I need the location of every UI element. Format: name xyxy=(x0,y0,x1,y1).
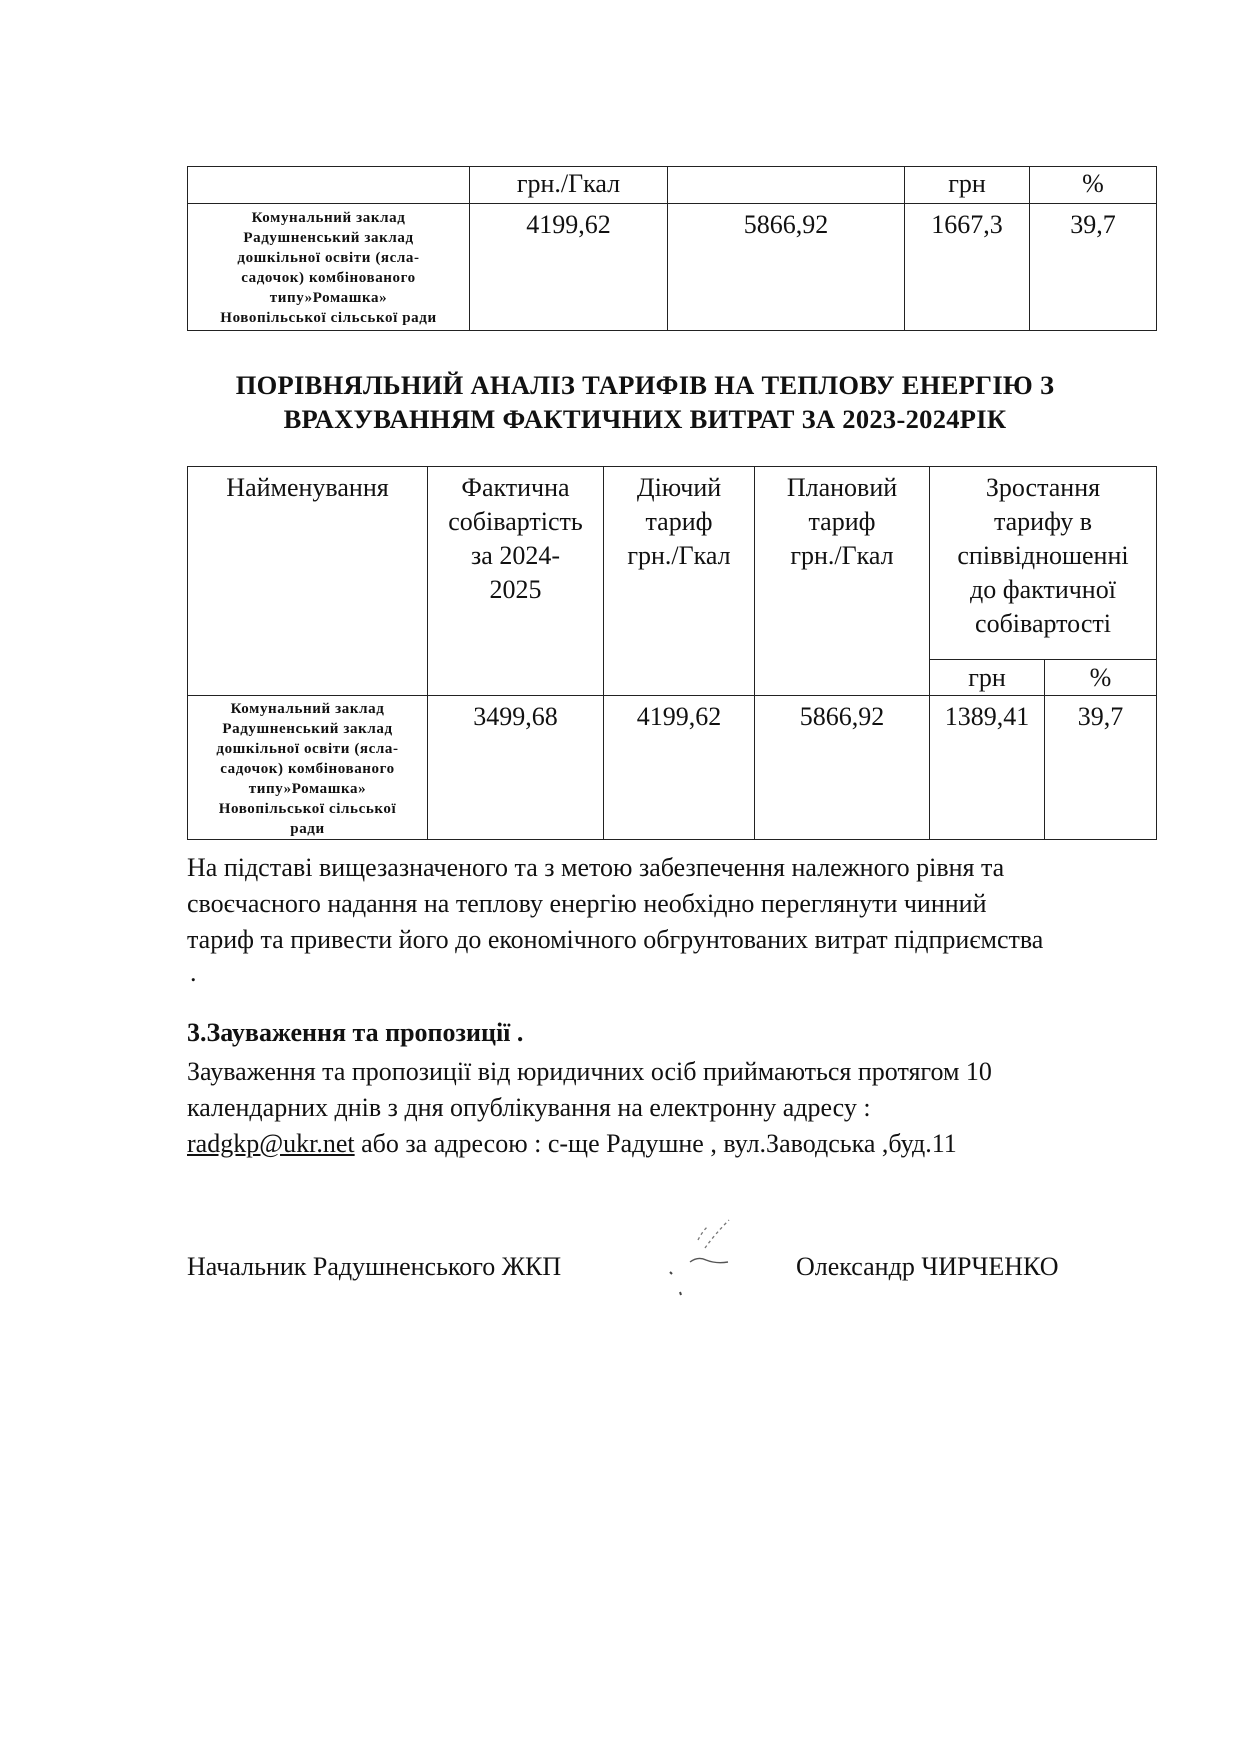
header-line: Фактична xyxy=(461,473,570,502)
units-row xyxy=(188,167,1157,204)
org-line: Комунальний заклад xyxy=(230,701,385,717)
header-unit-uah: грн xyxy=(930,660,1045,696)
current-tariff-value: 4199,62 xyxy=(470,204,668,331)
table-row xyxy=(188,204,1157,331)
header-line: Зростання xyxy=(985,473,1101,502)
header-line: тарифу в xyxy=(993,507,1093,536)
handwritten-signature xyxy=(650,1210,760,1300)
header-line: за 2024- xyxy=(471,541,560,570)
growth-uah-value: 1667,3 xyxy=(905,204,1030,331)
growth-pct-value: 39,7 xyxy=(1045,696,1157,840)
header-planned-tariff xyxy=(755,467,930,696)
org-line: Радушненський заклад xyxy=(243,230,414,246)
tariff-table-continuation xyxy=(187,166,1157,331)
growth-pct-value: 39,7 xyxy=(1030,204,1157,331)
header-line: грн./Гкал xyxy=(790,541,894,570)
header-unit-pct: % xyxy=(1045,660,1157,696)
header-row xyxy=(188,467,1157,660)
email-link[interactable]: radgkp@ukr.net xyxy=(187,1129,355,1158)
header-line: грн./Гкал xyxy=(627,541,731,570)
paragraph-line xyxy=(187,1126,1172,1162)
header-line: до фактичної xyxy=(970,575,1116,604)
header-actual-cost xyxy=(428,467,604,696)
org-line: типу»Ромашка» xyxy=(248,781,367,797)
org-line: дошкільної освіти (ясла- xyxy=(216,741,399,757)
address-text: або за адресою : с-ще Радушне , вул.Заводська ,буд.11 xyxy=(354,1129,957,1158)
paragraph-line: своєчасного надання на теплову енергію необхідно переглянути чинний xyxy=(187,889,987,918)
header-line: 2025 xyxy=(489,575,542,604)
heading-line: ВРАХУВАННЯМ ФАКТИЧНИХ ВИТРАТ ЗА 2023-2024РІК xyxy=(283,404,1007,434)
header-line: тариф xyxy=(808,507,876,536)
unit-cell: грн./Гкал xyxy=(470,167,668,204)
org-line: садочок) комбінованого xyxy=(220,761,395,777)
unit-cell: грн xyxy=(905,167,1030,204)
paragraph-trailing-dot: . xyxy=(190,958,197,987)
unit-cell: % xyxy=(1030,167,1157,204)
conclusion-paragraph xyxy=(187,850,1172,958)
org-line: дошкільної освіти (ясла- xyxy=(237,250,420,266)
section-heading xyxy=(150,368,1140,436)
actual-cost-value: 3499,68 xyxy=(428,696,604,840)
header-current-tariff xyxy=(604,467,755,696)
planned-tariff-value: 5866,92 xyxy=(755,696,930,840)
org-line: Новопільської сільської xyxy=(218,801,397,817)
header-growth xyxy=(930,467,1157,660)
growth-uah-value: 1389,41 xyxy=(930,696,1045,840)
header-line: собівартості xyxy=(975,609,1111,638)
header-line: тариф xyxy=(645,507,713,536)
org-line: типу»Ромашка» xyxy=(269,290,388,306)
header-line: Діючий xyxy=(636,473,722,502)
signatory-position: Начальник Радушненського ЖКП xyxy=(187,1252,562,1281)
org-line: Радушненський заклад xyxy=(222,721,393,737)
organization-name xyxy=(188,204,470,331)
org-line: садочок) комбінованого xyxy=(241,270,416,286)
empty-cell xyxy=(188,167,470,204)
heading-line: ПОРІВНЯЛЬНИЙ АНАЛІЗ ТАРИФІВ НА ТЕПЛОВУ ЕНЕРГІЮ З xyxy=(235,370,1055,400)
section-3-title: 3.Зауваження та пропозиції . xyxy=(187,1018,524,1047)
paragraph-line: тариф та привести його до економічного обгрунтованих витрат підприємства xyxy=(187,925,1044,954)
current-tariff-value: 4199,62 xyxy=(604,696,755,840)
org-line: Новопільської сільської ради xyxy=(220,310,437,326)
planned-tariff-value: 5866,92 xyxy=(668,204,905,331)
tariff-comparison-table xyxy=(187,466,1157,840)
header-line: співвідношенні xyxy=(957,541,1129,570)
empty-cell xyxy=(668,167,905,204)
header-line: собівартість xyxy=(448,507,583,536)
signatory-name: Олександр ЧИРЧЕНКО xyxy=(796,1252,1059,1281)
header-line: Плановий xyxy=(786,473,898,502)
paragraph-line: календарних днів з дня опублікування на електронну адресу : xyxy=(187,1093,871,1122)
table-row xyxy=(188,696,1157,840)
org-line: Комунальний заклад xyxy=(251,210,406,226)
organization-name xyxy=(188,696,428,840)
remarks-paragraph xyxy=(187,1054,1172,1162)
header-name: Найменування xyxy=(188,467,428,696)
paragraph-line: Зауваження та пропозиції від юридичних осіб приймаються протягом 10 xyxy=(187,1057,992,1086)
org-line: ради xyxy=(290,821,325,837)
paragraph-line: На підставі вищезазначеного та з метою забезпечення належного рівня та xyxy=(187,853,1005,882)
